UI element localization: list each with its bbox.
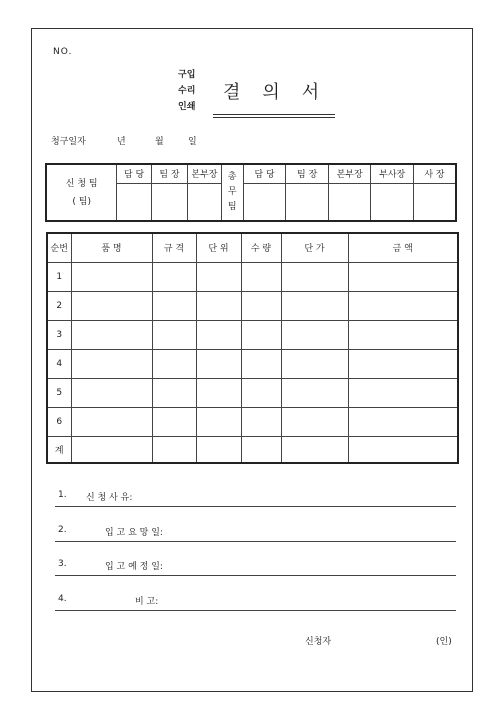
item-cell[interactable] <box>71 262 152 291</box>
total-cell[interactable] <box>196 436 241 463</box>
item-cell[interactable] <box>348 320 458 349</box>
row-number: 5 <box>47 378 71 407</box>
item-cell[interactable] <box>152 320 196 349</box>
field-remarks[interactable] <box>55 590 456 611</box>
column-header: 규 격 <box>152 233 196 262</box>
item-cell[interactable] <box>348 291 458 320</box>
approval-header: 부사장 <box>371 164 414 183</box>
table-row <box>47 320 458 349</box>
table-row <box>47 378 458 407</box>
field-label: 입 고 예 정 일: <box>105 562 163 572</box>
signature-cell[interactable] <box>328 183 371 221</box>
general-affairs-team-cell <box>221 164 243 221</box>
item-cell[interactable] <box>196 262 241 291</box>
request-date-label: 청구일자 <box>51 137 86 147</box>
seal-label: (인) <box>436 637 452 647</box>
row-number: 4 <box>47 349 71 378</box>
table-row <box>47 407 458 436</box>
field-label: 비 고: <box>135 597 159 607</box>
field-request-reason[interactable] <box>55 486 456 507</box>
row-number: 2 <box>47 291 71 320</box>
row-number: 3 <box>47 320 71 349</box>
item-cell[interactable] <box>281 407 348 436</box>
item-cell[interactable] <box>241 291 281 320</box>
signature-cell[interactable] <box>243 183 286 221</box>
field-number: 4. <box>58 594 67 604</box>
item-cell[interactable] <box>241 378 281 407</box>
day-label: 일 <box>188 137 197 147</box>
item-cell[interactable] <box>196 407 241 436</box>
requester-team-label: 신 청 팀 <box>65 178 98 189</box>
item-cell[interactable] <box>152 262 196 291</box>
total-cell[interactable] <box>152 436 196 463</box>
approval-table <box>45 163 457 222</box>
field-number: 1. <box>58 490 67 500</box>
title-underline <box>213 114 335 115</box>
field-number: 3. <box>58 559 67 569</box>
type-purchase: 구입 <box>178 70 196 80</box>
signature-cell[interactable] <box>371 183 414 221</box>
general-affairs-char: 팀 <box>227 202 237 212</box>
signature-cell[interactable] <box>188 183 221 221</box>
title-underline-double <box>213 117 335 118</box>
item-cell[interactable] <box>196 291 241 320</box>
approval-header: 담 당 <box>243 164 286 183</box>
field-expected-delivery-date[interactable] <box>55 555 456 576</box>
item-cell[interactable] <box>196 378 241 407</box>
item-cell[interactable] <box>152 291 196 320</box>
column-header: 금 액 <box>348 233 458 262</box>
table-row <box>47 291 458 320</box>
applicant-label: 신청자 <box>305 637 332 647</box>
item-cell[interactable] <box>241 349 281 378</box>
item-cell[interactable] <box>281 291 348 320</box>
item-cell[interactable] <box>196 320 241 349</box>
document-number-label: NO. <box>53 47 73 57</box>
item-cell[interactable] <box>348 378 458 407</box>
signature-cell[interactable] <box>151 183 187 221</box>
approval-header: 본부장 <box>328 164 371 183</box>
item-cell[interactable] <box>241 262 281 291</box>
items-table <box>46 232 459 464</box>
total-row <box>47 436 458 463</box>
document-title: 결의서 <box>223 82 342 103</box>
column-header: 순번 <box>47 233 71 262</box>
item-cell[interactable] <box>196 349 241 378</box>
item-cell[interactable] <box>71 320 152 349</box>
item-cell[interactable] <box>152 378 196 407</box>
signature-cell[interactable] <box>286 183 329 221</box>
field-label: 입 고 요 망 일: <box>105 528 163 538</box>
signature-cell[interactable] <box>413 183 456 221</box>
general-affairs-char: 무 <box>227 187 237 197</box>
item-cell[interactable] <box>71 407 152 436</box>
item-cell[interactable] <box>241 320 281 349</box>
requester-team-cell <box>46 164 117 221</box>
total-cell[interactable] <box>281 436 348 463</box>
item-cell[interactable] <box>71 378 152 407</box>
total-cell[interactable] <box>241 436 281 463</box>
general-affairs-char: 총 <box>227 172 237 182</box>
total-cell[interactable] <box>71 436 152 463</box>
item-cell[interactable] <box>71 349 152 378</box>
approval-header: 본부장 <box>188 164 221 183</box>
total-label: 계 <box>47 436 71 463</box>
approval-header: 사 장 <box>413 164 456 183</box>
item-cell[interactable] <box>152 407 196 436</box>
column-header: 단 가 <box>281 233 348 262</box>
column-header: 수 량 <box>241 233 281 262</box>
total-cell[interactable] <box>348 436 458 463</box>
month-label: 월 <box>155 137 164 147</box>
requester-team-sub: ( 팀) <box>72 196 91 207</box>
item-cell[interactable] <box>281 262 348 291</box>
item-cell[interactable] <box>71 291 152 320</box>
table-row <box>47 349 458 378</box>
field-number: 2. <box>58 525 67 535</box>
column-header: 단 위 <box>196 233 241 262</box>
item-cell[interactable] <box>152 349 196 378</box>
item-cell[interactable] <box>281 378 348 407</box>
year-label: 년 <box>117 137 126 147</box>
approval-header: 담 당 <box>117 164 151 183</box>
request-type-list <box>178 67 195 115</box>
field-desired-delivery-date[interactable] <box>55 521 456 542</box>
item-cell[interactable] <box>281 320 348 349</box>
approval-header: 팀 장 <box>286 164 329 183</box>
signature-cell[interactable] <box>117 183 151 221</box>
type-repair: 수리 <box>178 86 196 96</box>
type-printing: 인쇄 <box>178 102 196 112</box>
item-cell[interactable] <box>281 349 348 378</box>
item-cell[interactable] <box>348 349 458 378</box>
column-header: 품 명 <box>71 233 152 262</box>
field-label: 신 청 사 유: <box>86 493 133 503</box>
item-cell[interactable] <box>241 407 281 436</box>
item-cell[interactable] <box>348 407 458 436</box>
approval-header: 팀 장 <box>151 164 187 183</box>
table-row <box>47 262 458 291</box>
row-number: 1 <box>47 262 71 291</box>
row-number: 6 <box>47 407 71 436</box>
item-cell[interactable] <box>348 262 458 291</box>
